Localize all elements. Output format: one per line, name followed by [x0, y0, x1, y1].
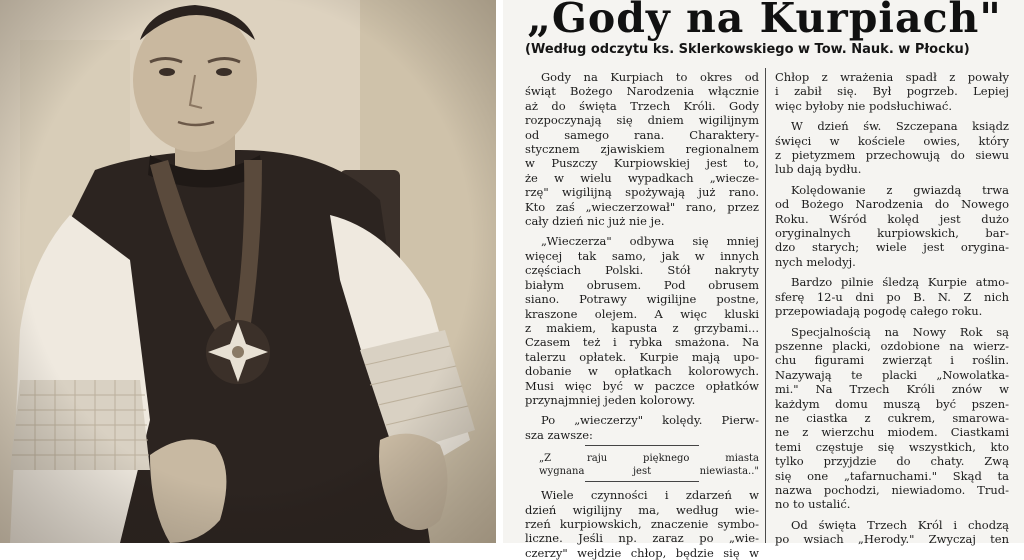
article-title: „Gody na Kurpiach" — [527, 0, 1002, 42]
article-line: od samego rana. Charaktery- — [525, 127, 759, 142]
quote-rule — [585, 481, 699, 482]
article-subtitle: (Według odczytu ks. Sklerkowskiego w Tow. Nauk. w Płocku) — [525, 42, 970, 57]
article-column-left — [525, 70, 759, 560]
article-line: i zabił się. Był pogrzeb. Lepiej — [775, 84, 1009, 99]
article-line: ne ciastka z cukrem, smarowa- — [775, 410, 1009, 425]
article-line: ne z wierzchu miodem. Ciastkami — [775, 425, 1009, 440]
article-line: Czasem też i rybka smażona. Na — [525, 335, 759, 350]
article-line: sza zawsze: — [525, 427, 593, 442]
column-divider — [765, 68, 766, 543]
article-line: czerzy" wejdzie chłop, będzie się w — [525, 545, 759, 560]
article-line: Musi więc być w paczce opłatków — [525, 378, 759, 393]
article-line: Specjalnością na Nowy Rok są — [791, 324, 1009, 339]
article-line: „Wieczerza" odbywa się mniej — [541, 234, 759, 249]
article-line: się one „tafarnuchami." Skąd ta — [775, 468, 1009, 483]
article-line: świąt Bożego Narodzenia włącznie — [525, 84, 759, 99]
portrait-photo — [0, 0, 496, 543]
quoted-verse-line: wygnana jest niewiasta.." — [539, 466, 759, 478]
article-line: rzeń kurpiowskich, znaczenie symbo- — [525, 516, 759, 531]
article-line: stycznem zjawiskiem regionalnem — [525, 142, 759, 157]
article-line: chu figurami zwierząt i roślin. — [775, 353, 1009, 368]
article-line: że w wielu wypadkach „wiecze- — [525, 170, 759, 185]
article-line: nych melodyj. — [775, 254, 856, 269]
quote-rule — [585, 445, 699, 446]
newspaper-clipping — [503, 0, 1024, 560]
article-line: Wiele czynności i zdarzeń w — [541, 488, 759, 503]
article-line: aż do święta Trzech Króli. Gody — [525, 98, 759, 113]
article-line: Chłop z wrażenia spadł z powały — [775, 70, 1009, 84]
article-line: Nazywają te placki „Nowolatka- — [775, 367, 1009, 382]
article-line: białym obrusem. Pod obrusem — [525, 277, 759, 292]
article-line: Roku. Wśród kolęd jest dużo — [775, 211, 1009, 226]
article-column-right — [775, 70, 1009, 547]
article-line: lub dają bydłu. — [775, 162, 862, 177]
article-line: dzo starych; wiele jest orygina- — [775, 240, 1009, 255]
article-line: Bardzo pilnie śledzą Kurpie atmo- — [791, 275, 1009, 290]
article-line: liczne. Jeśli np. zaraz po „wie- — [525, 531, 759, 546]
article-line: więcej tak samo, jak w innych — [525, 248, 759, 263]
article-line: święci w kościele owies, który — [775, 133, 1009, 148]
quoted-verse-line: „Z raju pięknego miasta — [539, 453, 759, 465]
article-line: no to ustalić. — [775, 497, 851, 512]
article-line: dobanie w opłatkach kolorowych. — [525, 364, 759, 379]
article-line: więc byłoby nie podsłuchiwać. — [775, 98, 952, 113]
article-line: każdym domu muszą być pszen- — [775, 396, 1009, 411]
article-line: Od święta Trzech Król i chodzą — [791, 517, 1009, 532]
article-line: po wsiach „Herody." Zwyczaj ten — [775, 532, 1009, 547]
article-line: kraszone olejem. A więc kluski — [525, 306, 759, 321]
article-line: częściach Polski. Stół nakryty — [525, 263, 759, 278]
article-line: przynajmniej jeden kolorowy. — [525, 392, 696, 407]
article-line: sferę 12-u dni po B. N. Z nich — [775, 289, 1009, 304]
article-line: temi częstuje się wszystkich, kto — [775, 439, 1009, 454]
article-line: mi." Na Trzech Króli znów w — [775, 382, 1009, 397]
article-line: dzień wigilijny ma, według wie- — [525, 502, 759, 517]
article-line: przepowiadają pogodę całego roku. — [775, 304, 983, 319]
article-line: rzę" wigilijną spożywają już rano. — [525, 185, 759, 200]
article-line: oryginalnych kurpiowskich, bar- — [775, 226, 1009, 241]
article-line: Gody na Kurpiach to okres od — [541, 70, 759, 84]
article-line: z makiem, kapusta z grzybami... — [525, 320, 759, 335]
article-line: Po „wieczerzy" kolędy. Pierw- — [541, 413, 759, 428]
article-line: rozpoczynają się dniem wigilijnym — [525, 113, 759, 128]
article-line: Kto zaś „wieczerzował" rano, przez — [525, 199, 759, 214]
article-line: cały dzień nic już nie je. — [525, 214, 665, 229]
article-line: W dzień św. Szczepana ksiądz — [791, 119, 1009, 134]
article-line: nazwa pochodzi, niewiadomo. Trud- — [775, 482, 1009, 497]
article-line: tylko przyjdzie do chaty. Zwą — [775, 454, 1009, 469]
article-line: pszenne placki, ozdobione na wierz- — [775, 338, 1009, 353]
article-line: talerzu opłatek. Kurpie mają upo- — [525, 349, 759, 364]
article-line: od Bożego Narodzenia do Nowego — [775, 197, 1009, 212]
article-line: z pietyzmem przechowują do siewu — [775, 148, 1009, 163]
portrait-image — [0, 0, 496, 543]
article-line: siano. Potrawy wigilijne postne, — [525, 292, 759, 307]
article-line: w Puszczy Kurpiowskiej jest to, — [525, 156, 759, 171]
article-line: Kolędowanie z gwiazdą trwa — [791, 182, 1009, 197]
